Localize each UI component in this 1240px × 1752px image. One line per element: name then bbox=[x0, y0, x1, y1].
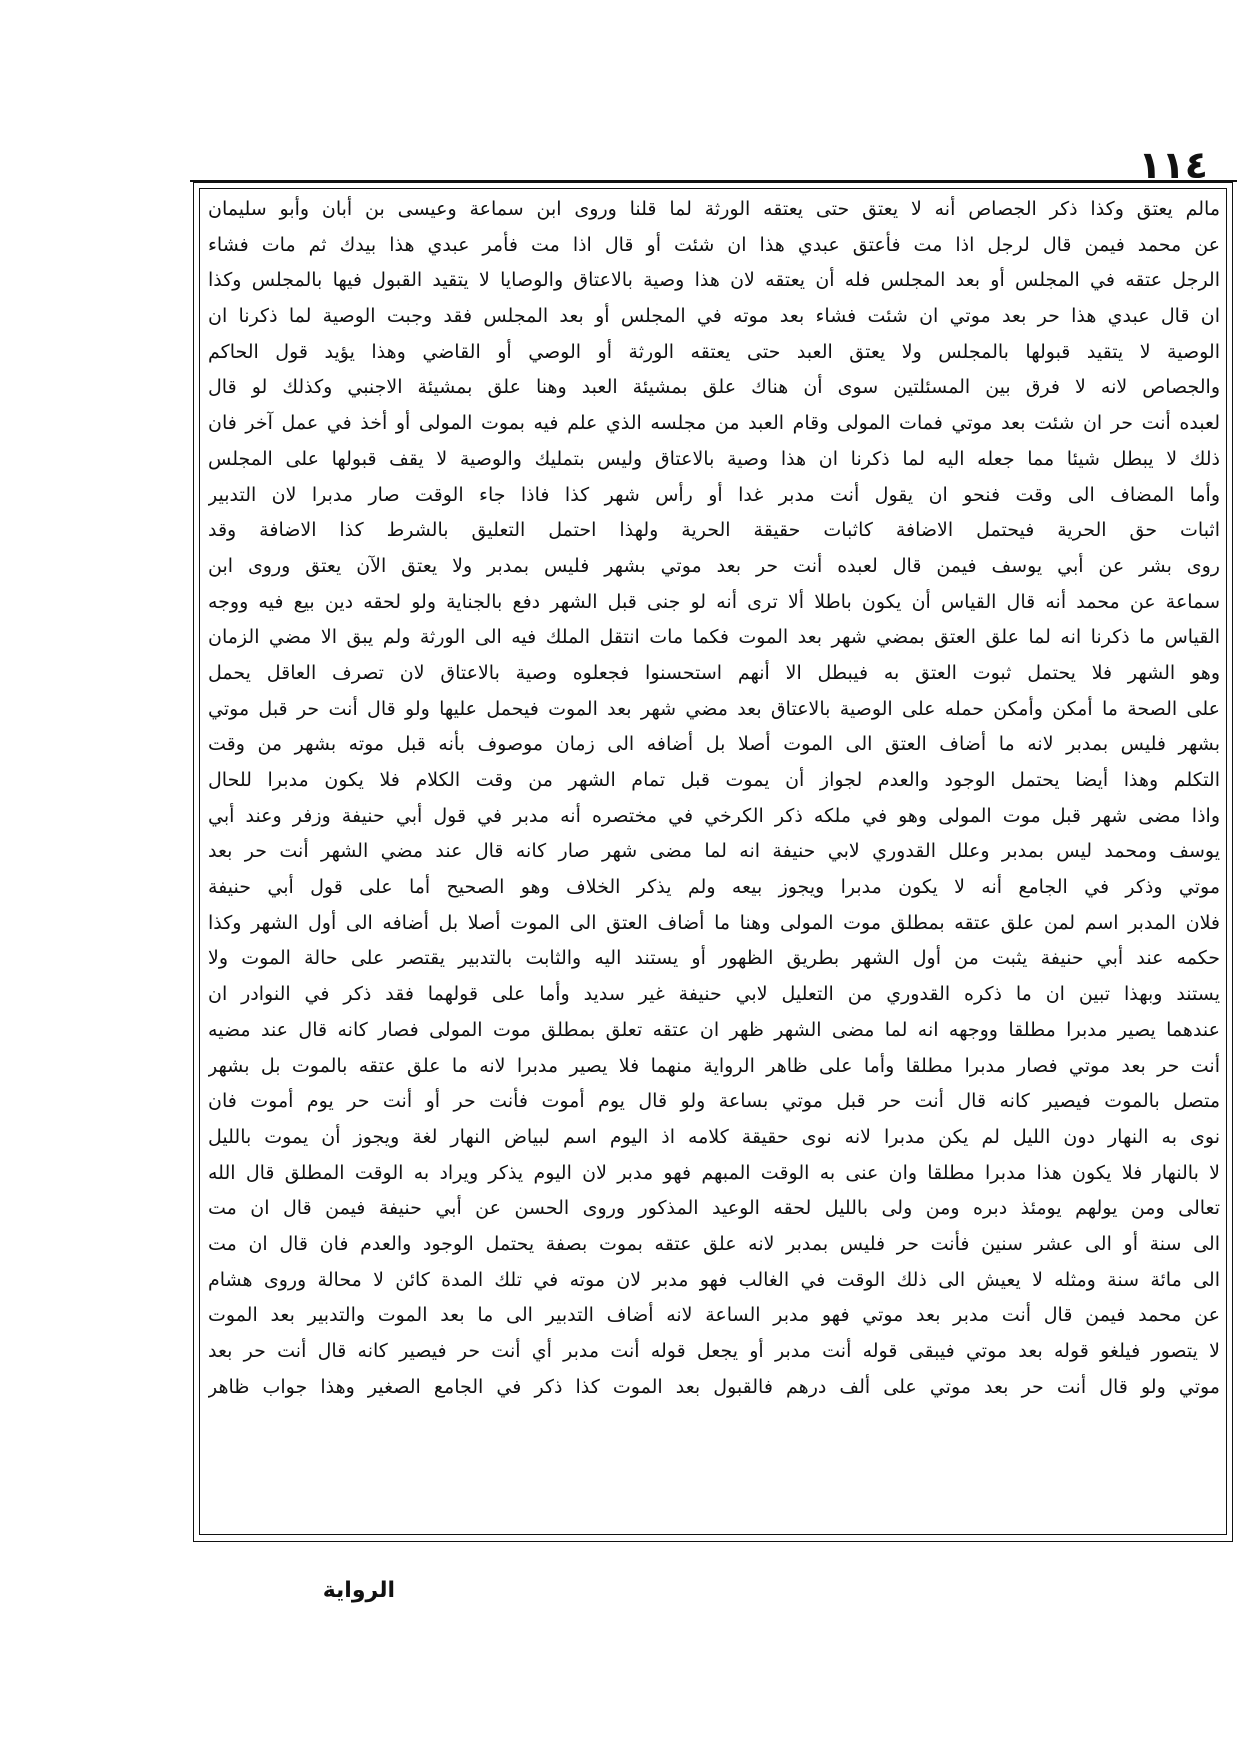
text-line: التكلم وهذا أيضا يحتمل الوجود والعدم لجواز أن يموت قبل تمام الشهر من وقت الكلام فلا يكون مدبرا للحال bbox=[208, 769, 1220, 791]
text-line: أنت حر بعد موتي فصار مدبرا مطلقا وأما على ظاهر الرواية منهما فلا يصير مدبرا لانه ما علق عتقه بالموت بل بشهر bbox=[208, 1054, 1220, 1077]
text-line: وهو الشهر فلا يحتمل ثبوت العتق به فيبطل الا أنهم استحسنوا فجعلوه وصية بالاعتاق لان تصرف العاقل يحمل bbox=[208, 661, 1220, 684]
text-line: لا يتصور فيلغو قوله بعد موتي فيبقى قوله أنت مدبر أو يجعل قوله أنت مدبر أي أنت حر فيصير كانه قال أنت حر بعد bbox=[208, 1340, 1220, 1362]
text-line: واذا مضى شهر قبل موت المولى وهو في ملكه ذكر الكرخي في مختصره أنه مدبر في قول أبي حنيفة وزفر وعند أبي bbox=[208, 804, 1220, 827]
text-line: فلان المدبر اسم لمن علق عتقه بمطلق موت المولى وهنا ما أضاف العتق الى الموت أصلا بل أضافه الى أول الشهر وكذا bbox=[208, 911, 1220, 934]
text-line: عن محمد فيمن قال أنت مدبر بعد موتي فهو مدبر الساعة لانه أضاف التدبير الى ما بعد الموت والتدبير بعد الموت bbox=[208, 1304, 1220, 1327]
text-line: ذلك لا يبطل شيئا مما جعله اليه لما ذكرنا ان هذا وصية بالاعتاق وليس بتمليك والوصية لا يقف قبولها على المجلس bbox=[208, 447, 1220, 470]
page-number: ١١٤ bbox=[1138, 143, 1208, 187]
text-line: وأما المضاف الى وقت فنحو ان يقول أنت مدبر غدا أو رأس شهر كذا فاذا جاء الوقت صار مدبرا لان التدبير bbox=[208, 483, 1220, 506]
text-line: متصل بالموت فيصير كانه قال أنت حر قبل موتي بساعة ولو قال يوم أموت فأنت حر أو أنت حر يوم أموت فان bbox=[208, 1090, 1220, 1113]
text-line: بشهر فليس بمدبر لانه ما أضاف العتق الى الموت أصلا بل أضافه الى زمان موصوف بأنه قبل موته بشهر من وقت bbox=[208, 733, 1220, 756]
text-line: نوى به النهار دون الليل لم يكن مدبرا لانه نوى حقيقة كلامه اذ اليوم اسم لبياض النهار لغة ويجوز أن يموت بالليل bbox=[208, 1125, 1220, 1148]
text-line: لا بالنهار فلا يكون هذا مدبرا مطلقا وان عنى به الوقت المبهم فهو مدبر لان اليوم يذكر ويراد به الوقت المطلق قال الله bbox=[208, 1161, 1220, 1184]
catchword: الرواية bbox=[322, 1578, 395, 1603]
text-line: اثبات حق الحرية فيحتمل الاضافة كاثبات حقيقة الحرية ولهذا احتمل التعليق بالشرط كذا الاضافة وقد bbox=[208, 519, 1220, 542]
text-line: الوصية لا يتقيد قبولها بالمجلس ولا يعتق العبد حتى يعتقه الورثة أو الوصي أو القاضي وهذا يؤيد قول الحاكم bbox=[208, 340, 1220, 363]
text-line: والجصاص لانه لا فرق بين المسئلتين سوى أن هناك علق بمشيئة العبد وهنا علق بمشيئة الاجنبي وكذلك لو قال bbox=[208, 376, 1220, 399]
text-line: عندهما يصير مدبرا مطلقا ووجهه انه لما مضى الشهر ظهر ان عتقه تعلق بمطلق موت المولى فصار كانه قال عند مضيه bbox=[208, 1018, 1220, 1041]
text-line: مالم يعتق وكذا ذكر الجصاص أنه لا يعتق حتى يعتقه الورثة لما قلنا وروى ابن سماعة وعيسى بن أبان وأبو سليمان bbox=[208, 198, 1220, 220]
text-line: يستند وبهذا تبين ان ما ذكره القدوري من التعليل لابي حنيفة غير سديد وأما على قولهما فقد ذكر في النوادر ان bbox=[208, 983, 1220, 1006]
text-line: ان قال عبدي هذا حر بعد موتي ان شئت فشاء بعد موته في المجلس أو بعد المجلس فقد وجبت الوصية لما ذكرنا ان bbox=[208, 305, 1220, 328]
text-line: موتي ولو قال أنت حر بعد موتي على ألف درهم فالقبول بعد الموت كذا ذكر في الجامع الصغير وهذا جواب ظاهر bbox=[208, 1375, 1220, 1398]
text-line: لعبده أنت حر ان شئت بعد موتي فمات المولى وقام العبد من مجلسه الذي علم فيه بموت المولى أو أخذ في عمل آخر فان bbox=[208, 412, 1220, 435]
text-line: على الصحة ما أمكن وأمكن حمله على الوصية بالاعتاق بعد مضي شهر بعد الموت فيحمل عليها ولو قال أنت حر قبل موتي bbox=[208, 697, 1220, 720]
text-line: تعالى ومن يولهم يومئذ دبره ومن ولى بالليل لحقه الوعيد المذكور وروى الحسن عن أبي حنيفة فيمن قال ان مت bbox=[208, 1197, 1220, 1220]
text-line: عن محمد فيمن قال لرجل اذا مت فأعتق عبدي هذا ان شئت أو قال اذا مت فأمر عبدي هذا بيدك ثم مات فشاء bbox=[208, 233, 1220, 256]
text-line: الى مائة سنة ومثله لا يعيش الى ذلك الوقت في الغالب فهو مدبر لان موته في تلك المدة كائن لا محالة وروى هشام bbox=[208, 1268, 1220, 1291]
text-line: سماعة عن محمد أنه قال القياس أن يكون باطلا ألا ترى أنه لو جنى قبل الشهر دفع بالجناية ولو لحقه دين بيع فيه ووجه bbox=[208, 590, 1220, 613]
text-line: الى سنة أو الى عشر سنين فأنت حر فليس بمدبر لانه علق عتقه بموت بصفة يحتمل الوجود والعدم فان قال ان مت bbox=[208, 1232, 1220, 1255]
body-text bbox=[208, 192, 1220, 1532]
text-line: موتي وذكر في الجامع أنه لا يكون مدبرا ويجوز بيعه ولم يذكر الخلاف وهو الصحيح أما على قول أبي حنيفة bbox=[208, 876, 1220, 899]
text-line: القياس ما ذكرنا انه لما علق العتق بمضي شهر بعد الموت فكما مات انتقل الملك فيه الى الورثة ولم يبق الا مضي الزمان bbox=[208, 626, 1220, 649]
text-line: يوسف ومحمد ليس بمدبر وعلل القدوري لابي حنيفة انه لما مضى شهر صار كانه قال عند مضي الشهر أنت حر بعد bbox=[208, 840, 1220, 863]
text-line: الرجل عتقه في المجلس أو بعد المجلس فله أن يعتقه لان هذا وصية بالاعتاق والوصايا لا يتقيد القبول فيها بالمجلس وكذا bbox=[208, 269, 1220, 292]
text-line: روى بشر عن أبي يوسف فيمن قال لعبده أنت حر بعد موتي بشهر فليس بمدبر ولا يعتق الآن يعتق وروى ابن bbox=[208, 554, 1220, 577]
text-line: حكمه عند أبي حنيفة يثبت من أول الشهر بطريق الظهور أو يستند اليه والثابت بالتدبير يقتصر على حالة الموت ولا bbox=[208, 947, 1220, 970]
